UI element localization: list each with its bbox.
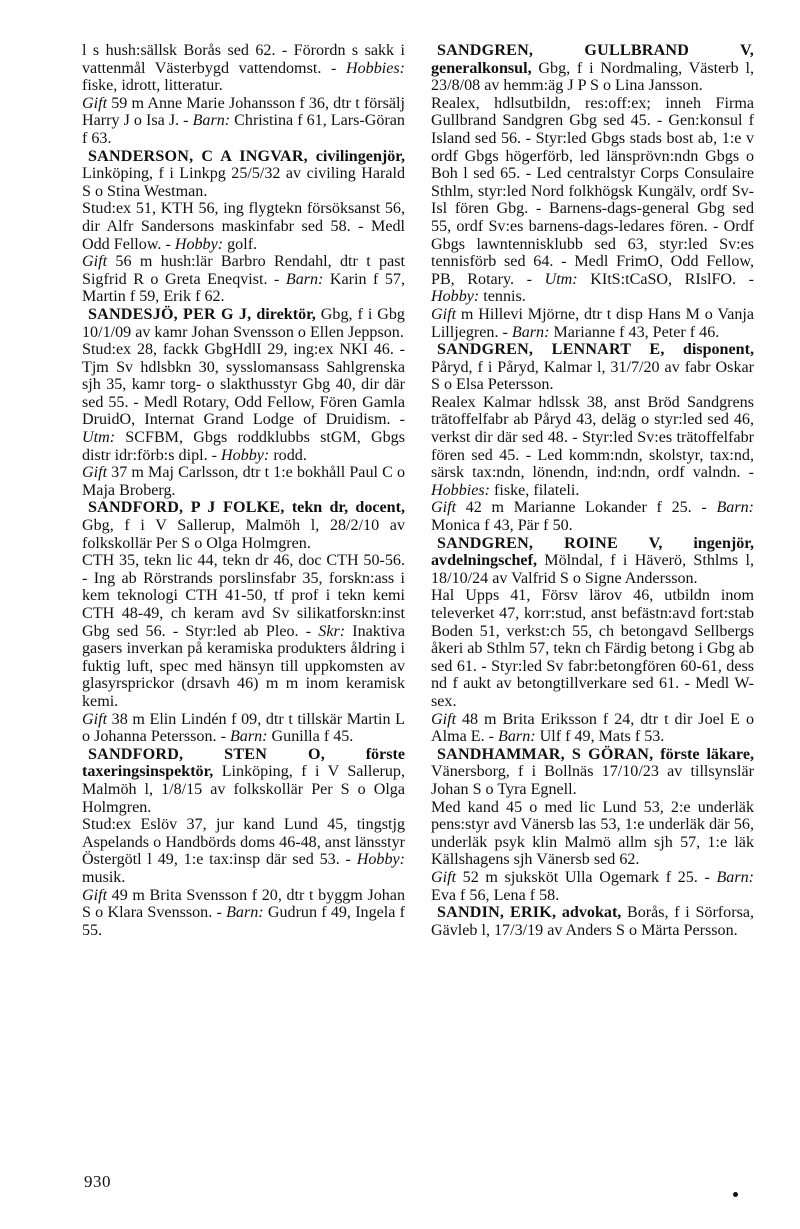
children-label: Barn: <box>226 904 264 922</box>
entry-text: CTH 35, tekn lic 44, tekn dr 46, doc CTH 50-56. - Ing ab Rörstrands porslinsfabr 35, forskn:ass i kem teknologi CTH 41-50, tf prof i tekn kemi CTH 48-49, ch keram avd Sv silikatforskn:inst Gbg sed 56. - Styr:led ab Pleo. - <box>82 552 405 640</box>
hobby-label: Hobby: <box>356 851 405 869</box>
entry-text: Ulf f 49, Mats f 53. <box>535 728 665 746</box>
entry-title: generalkonsul, <box>431 59 532 77</box>
married-label: Gift <box>82 464 108 482</box>
hobby-label: Hobby: <box>221 446 270 464</box>
entry-sandford-sten <box>82 746 405 940</box>
entry-name: SANDFORD, P J FOLKE, <box>88 499 285 517</box>
entry-title: förste taxeringsinspektör, <box>82 745 406 781</box>
children-label: Barn: <box>716 499 754 517</box>
entry-title: ingenjör, avdelningschef, <box>431 534 754 570</box>
entry-title: förste läkare, <box>653 745 754 763</box>
entry-text: Mölndal, f i Häverö, Sthlms l, 18/10/24 av Valfrid S o Signe Andersson. <box>431 552 754 587</box>
entry-title: disponent, <box>664 341 754 359</box>
married-label: Gift <box>431 499 457 517</box>
entry-text: 56 m hush:lär Barbro Rendahl, dtr t past Sigfrid R o Greta Eneqvist. - <box>82 253 405 288</box>
entry-text: Karin f 57, Martin f 59, Erik f 62. <box>82 270 405 306</box>
children-label: Barn: <box>716 868 754 886</box>
entry-text: Linköping, f i Linkpg 25/5/32 av civiling Harald S o Stina Westman. <box>82 165 405 200</box>
entry-text: 59 m Anne Marie Johansson f 36, dtr t försälj Harry J o Isa J. - <box>82 94 405 130</box>
page-number: 930 <box>84 1172 111 1191</box>
entry-text: rodd. <box>269 446 307 464</box>
entry-text: Med kand 45 o med lic Lund 53, 2:e underläk pens:styr avd Vänersb las 53, 1:e underläk där 56, underläk psyk klin Malmö allm sjh 57, 1:e läk Källshagens sjh Vänersb sed 62. <box>431 798 754 869</box>
entry-text: Inaktiva gasers inverkan på keramiska produkters åldring i fuktig luft, spec med hänsyn till uppkomsten av glasyrsprickor (drsavh 46) m m inom keramisk kemi. <box>82 622 405 710</box>
entry-text: Gbg, f i Nordmaling, Västerb l, 23/8/08 av hemm:äg J P S o Lina Jansson. <box>431 59 754 95</box>
entry-name: SANDGREN, ROINE V, <box>437 534 663 552</box>
married-label: Gift <box>82 886 108 904</box>
entry-name: SANDFORD, STEN O, <box>88 745 325 763</box>
married-label: Gift <box>431 710 457 728</box>
entry-text: Marianne f 43, Peter f 46. <box>549 323 720 341</box>
married-label: Gift <box>431 305 457 323</box>
entry-text: fiske, idrott, litteratur. <box>82 77 223 95</box>
entry-text: l s hush:sällsk Borås sed 62. - Förordn s sakk i vattenmål Västerbygd vattendomst. - <box>82 42 405 77</box>
entry-text: Eva f 56, Lena f 58. <box>431 886 560 904</box>
entry-title: advokat, <box>556 904 622 922</box>
entry-text: Linköping, f i V Sallerup, Malmöh l, 1/8/15 av folkskollär Per S o Olga Holmgren. <box>82 763 405 816</box>
left-column <box>82 42 405 939</box>
entry-name: SANDIN, ERIK, <box>437 904 557 922</box>
entry-text: tennis. <box>479 288 526 306</box>
entry-name: SANDHAMMAR, S GÖRAN, <box>437 745 654 763</box>
entry-sanderson <box>82 148 405 306</box>
entry-text: 37 m Maj Carlsson, dtr t 1:e bokhåll Paul C o Maja Broberg. <box>82 464 405 499</box>
married-label: Gift <box>82 94 108 112</box>
entry-text: Gbg, f i V Sallerup, Malmöh l, 28/2/10 av folkskollär Per S o Olga Holmgren. <box>82 517 405 552</box>
children-label: Barn: <box>192 112 231 130</box>
children-label: Barn: <box>285 270 324 288</box>
entry-text: Monica f 43, Pär f 50. <box>431 517 573 535</box>
hobbies-label: Hobbies: <box>431 481 490 499</box>
entry-sandgren-roine <box>431 535 754 746</box>
hobby-label: Hobby: <box>174 235 224 253</box>
entry-text: KItS:tCaSO, RIslFO. - <box>577 270 754 288</box>
children-label: Barn: <box>498 728 536 746</box>
hobbies-label: Hobbies: <box>346 59 405 77</box>
continued-entry <box>82 42 405 148</box>
entry-text: Borås, f i Sörforsa, Gävleb l, 17/3/19 av Anders S o Märta Persson. <box>431 904 754 939</box>
entry-text: Realex, hdlsutbildn, res:off:ex; inneh Firma Gullbrand Sandgren Gbg sed 45. - Gen:konsul f Island sed 56. - Styr:led Gbgs stads bost ab, 1:e v ordf Gbgs högerförb, led länsprövn:ndn Gbgs o Boh l sed 65. - Led centralstyr Corps Consulaire Sthlm, styr:led Nord folkhögsk Kungälv, ordf Sv-Isl fören Gbg. - Barnens-dags-general Gbg sed 55, ordf Sv:es barnens-dags-ledares fören. - Ordf Gbgs lawntennisklubb sed 63, styr:led Sv:es tennisförb sed 64. - Medl FrimO, Odd Fellow, PB, Rotary. - <box>431 94 754 288</box>
hobby-label: Hobby: <box>431 288 480 306</box>
honors-label: Utm: <box>82 429 116 447</box>
entry-text: Påryd, f i Påryd, Kalmar l, 31/7/20 av fabr Oskar S o Elsa Petersson. <box>431 358 754 394</box>
entry-text: 48 m Brita Eriksson f 24, dtr t dir Joel E o Alma E. - <box>431 710 754 746</box>
entry-text: Stud:ex Eslöv 37, jur kand Lund 45, tingstjg Aspelands o Handbörds doms 46-48, anst länsstyr Östergötl l 49, 1:e tax:insp där sed 53. - <box>82 816 405 869</box>
children-label: Barn: <box>229 728 268 746</box>
entry-text: Gbg, f i Gbg 10/1/09 av kamr Johan Svensson o Ellen Jeppson. <box>82 305 405 341</box>
entry-text: m Hillevi Mjörne, dtr t disp Hans M o Vanja Lilljegren. - <box>431 305 754 341</box>
entry-title: civilingenjör, <box>307 147 405 165</box>
entry-name: SANDGREN, GULLBRAND V, <box>437 42 754 59</box>
entry-sandford-folke <box>82 499 405 745</box>
entry-text: Realex Kalmar hdlssk 38, anst Bröd Sandgrens trätoffelfabr ab Påryd 43, deläg o styr:led sed 46, verkst dir där sed 48. - Styr:led Sv:es trätoffelfabr fören sed 45. - Led komm:ndn, skolstyr, tax:nd, särsk tax:ndn, lönendn, ind:ndn, ordf valndn. - <box>431 393 754 482</box>
entry-name: SANDGREN, LENNART E, <box>437 341 665 359</box>
entry-text: Gunilla f 45. <box>267 728 354 746</box>
entry-title: direktör, <box>251 305 316 323</box>
honors-label: Utm: <box>544 270 578 288</box>
entry-text: SCFBM, Gbgs roddklubbs stGM, Gbgs distr idr:förb:s dipl. - <box>82 429 405 464</box>
entry-text: Christina f 61, Lars-Göran f 63. <box>82 112 405 147</box>
entry-sandesjo <box>82 306 405 500</box>
entry-text: Stud:ex 51, KTH 56, ing flygtekn försöksanst 56, dir Alfr Sandersons maskinfabr sed 58. - Medl Odd Fellow. - <box>82 200 405 253</box>
entry-text: Stud:ex 28, fackk GbgHdlI 29, ing:ex NKI 46. - Tjm Sv hdlsbkn 30, sysslomansass Sahlgrenska sjh 35, kamr torg- o slakthusstyr Gbg 40, dir där sed 55. - Medl Rotary, Odd Fellow, Fören Gamla DruidO, Internat Grand Lodge of Druidism. - <box>82 341 405 429</box>
entry-text: golf. <box>223 235 258 253</box>
children-label: Barn: <box>511 323 550 341</box>
entry-text: Vänersborg, f i Bollnäs 17/10/23 av tillsynslär Johan S o Tyra Egnell. <box>431 763 754 798</box>
married-label: Gift <box>82 710 108 728</box>
entry-text: Gudrun f 49, Ingela f 55. <box>82 904 405 939</box>
entry-sandin <box>431 904 754 939</box>
printer-dot-mark <box>733 1192 738 1197</box>
entry-name: SANDESJÖ, PER G J, <box>88 305 252 323</box>
married-label: Gift <box>431 868 457 886</box>
entry-text: 52 m sjuksköt Ulla Ogemark f 25. - <box>456 868 717 886</box>
entry-text: musik. <box>82 868 126 886</box>
entry-sandhammar <box>431 746 754 904</box>
entry-text: 42 m Marianne Lokander f 25. - <box>456 499 717 517</box>
entry-title: tekn dr, docent, <box>284 499 405 517</box>
entry-sandgren-lennart <box>431 341 754 535</box>
married-label: Gift <box>82 253 108 271</box>
entry-text: 49 m Brita Svensson f 20, dtr t byggm Johan S o Klara Svensson. - <box>82 886 405 922</box>
writings-label: Skr: <box>318 622 346 640</box>
entry-text: Hal Upps 41, Försv lärov 46, utbildn inom televerket 47, korr:stud, anst befästn:avd fort:stab Boden 51, verkst:ch 55, ch betongavd Sellbergs åkeri ab Sthlm 57, tekn ch Färdig betong i Gbg ab sed 61. - Styr:led Sv fabr:betongfören 60-61, dess nd f aukt av betongtillverkare sed 61. - Medl W-sex. <box>431 587 754 710</box>
entry-sandgren-gullbrand <box>431 42 754 341</box>
right-column <box>431 42 754 939</box>
entry-text: fiske, filateli. <box>490 481 580 499</box>
entry-name: SANDERSON, C A INGVAR, <box>88 147 308 165</box>
entry-text: 38 m Elin Lindén f 09, dtr t tillskär Martin L o Johanna Petersson. - <box>82 710 405 746</box>
